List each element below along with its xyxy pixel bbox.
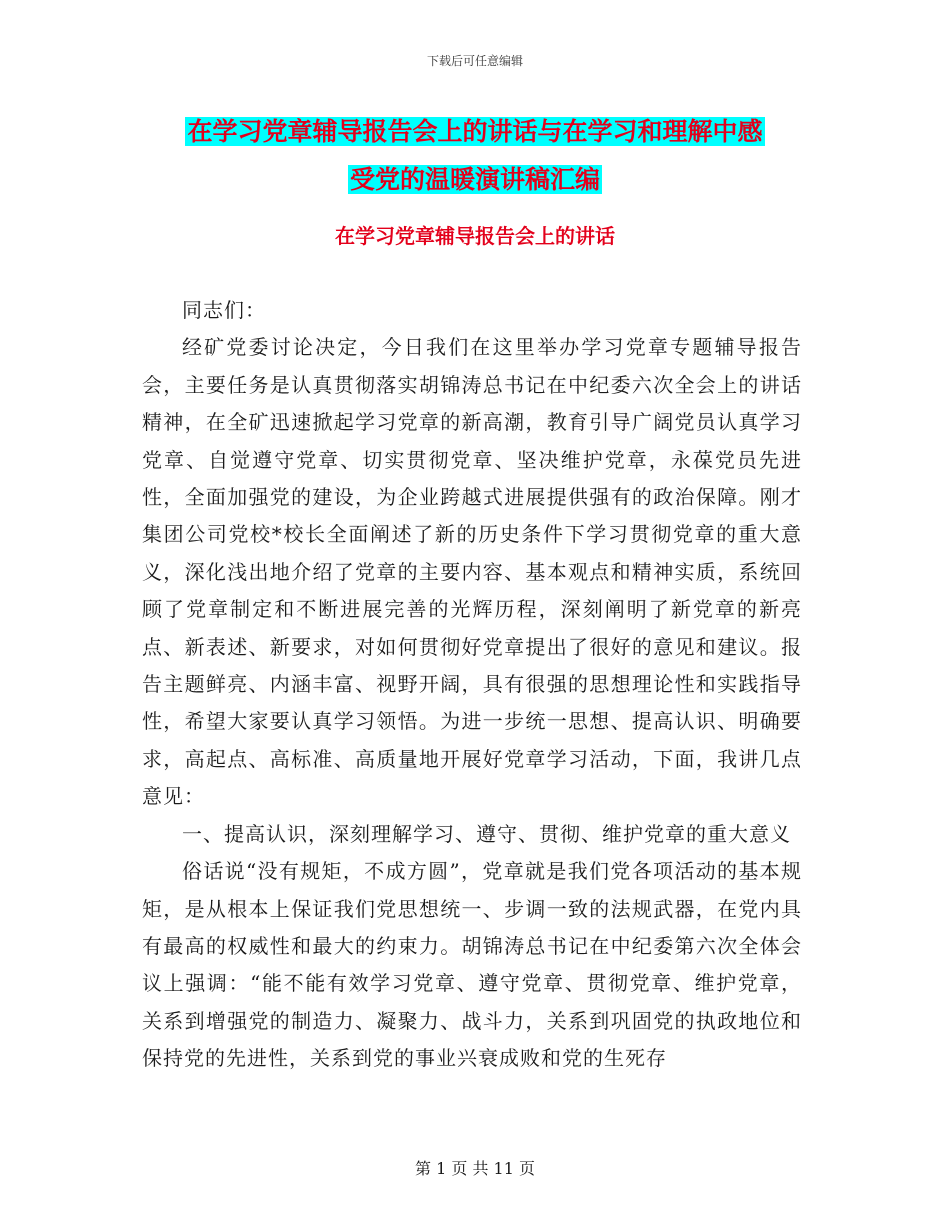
heading-paragraph: 一、提高认识，深刻理解学习、遵守、贯彻、维护党章的重大意义 [182,821,791,846]
body-paragraph: 俗话说“没有规矩，不成方圆”，党章就是我们党各项活动的基本规矩，是从根本上保证我们党思想统一、步调一致的法规武器，在党内具有最高的权威性和最大的约束力。胡锦涛总书记在中纪委第六次全体会议上强调：“能不能有效学习党章、遵守党章、贯彻党章、维护党章，关系到增强党的制造力、凝聚力、战斗力，关系到巩固党的执政地位和保持党的先进性，关系到党的事业兴衰成败和党的生死存 [142,859,802,1071]
page-header-note: 下载后可任意编辑 [426,54,523,68]
body-paragraph: 经矿党委讨论决定，今日我们在这里举办学习党章专题辅导报告会，主要任务是认真贯彻落实胡锦涛总书记在中纪委六次全会上的讲话精神，在全矿迅速掀起学习党章的新高潮，教育引导广阔党员认真学习党章、自觉遵守党章、切实贯彻党章、坚决维护党章，永葆党员先进性，全面加强党的建设，为企业跨越式进展提供强有的政治保障。刚才集团公司党校*校长全面阐述了新的历史条件下学习贯彻党章的重大意义，深化浅出地介绍了党章的主要内容、基本观点和精神实质，系统回顾了党章制定和不断进展完善的光辉历程，深刻阐明了新党章的新亮点、新表述、新要求，对如何贯彻好党章提出了很好的意见和建议。报告主题鲜亮、内涵丰富、视野开阔，具有很强的思想理论性和实践指导性，希望大家要认真学习领悟。为进一步统一思想、提高认识、明确要求，高起点、高标准、高质量地开展好党章学习活动，下面，我讲几点意见： [142,335,802,809]
page-number: 第 1 页 共 11 页 [415,1159,535,1178]
document-title [140,108,810,204]
document-title-line-2: 受党的温暖演讲稿汇编 [349,165,600,194]
section-title: 在学习党章辅导报告会上的讲话 [335,224,615,248]
document-title-line-1: 在学习党章辅导报告会上的讲话与在学习和理解中感 [187,117,763,146]
salutation-paragraph: 同志们： [182,298,266,322]
document-body [142,292,802,1078]
